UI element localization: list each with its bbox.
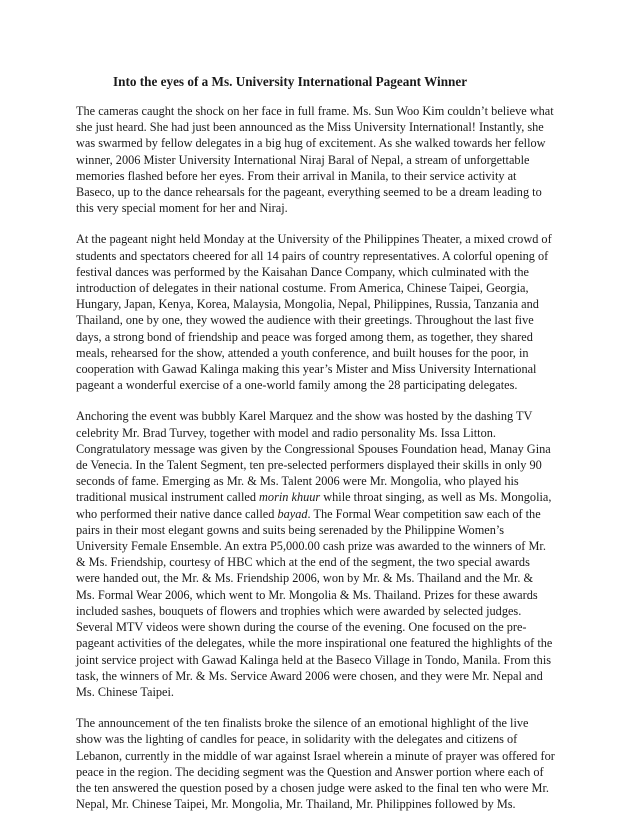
text-line: cooperation with Gawad Kalinga making this year’s Mister and Miss University International <box>76 362 537 377</box>
text-line: Baseco, up to the dance rehearsals for the pageant, everything seemed to be a dream leading to <box>76 185 542 200</box>
text-line: joint service project with Gawad Kalinga held at the Baseco Village in Tondo, Manila. From this <box>76 652 552 667</box>
text-line <box>76 489 566 505</box>
text-line: Anchoring the event was bubbly Karel Marquez and the show was hosted by the dashing TV <box>76 409 533 424</box>
text-line: Several MTV videos were shown during the course of the evening. One focused on the pre- <box>76 620 527 635</box>
text-line: students and spectators cheered for all 14 pairs of country representatives. A colorful opening of <box>76 248 549 263</box>
text-line: The announcement of the ten finalists broke the silence of an emotional highlight of the live <box>76 716 529 731</box>
text-line <box>76 506 566 522</box>
text-line: seconds of fame. Emerging as Mr. & Ms. Talent 2006 were Mr. Mongolia, who played his <box>76 474 519 489</box>
text-line: introduction of delegates in their national costume. From America, Chinese Taipei, Georgia, <box>76 281 529 296</box>
text-line: were handed out, the Mr. & Ms. Friendship 2006, won by Mr. & Ms. Thailand and the Mr. & <box>76 571 534 586</box>
text-line: Ms. Chinese Taipei. <box>76 684 174 699</box>
paragraph <box>76 231 566 393</box>
text-line: pageant activities of the delegates, while the more inspirational one featured the highlights of the <box>76 636 553 651</box>
paragraph <box>76 103 566 216</box>
text-line: At the pageant night held Monday at the University of the Philippines Theater, a mixed crowd of <box>76 232 552 247</box>
text-line: Thailand, one by one, they wowed the audience with their greetings. Throughout the last five <box>76 313 534 328</box>
text-segment: . The Formal Wear competition saw each of the <box>307 506 541 521</box>
text-line: de Venecia. In the Talent Segment, ten pre-selected performers displayed their skills in only 90 <box>76 458 542 473</box>
text-line: & Ms. Friendship, courtesy of HBC which at the end of the segment, the two special awards <box>76 555 530 570</box>
text-line: the ten answered the question posed by a chosen judge were asked to the final ten who were Mr. <box>76 780 549 795</box>
italic-term: bayad <box>277 506 308 521</box>
article-title: Into the eyes of a Ms. University International Pageant Winner <box>113 74 468 89</box>
text-line: The cameras caught the shock on her face in full frame. Ms. Sun Woo Kim couldn’t believe what <box>76 104 554 118</box>
text-line: show was the lighting of candles for peace, in solidarity with the delegates and citizens of <box>76 732 518 747</box>
text-line: pairs in their most elegant gowns and suits being serenaded by the Philippine Women’s <box>76 522 505 537</box>
text-line: celebrity Mr. Brad Turvey, together with model and radio personality Ms. Issa Litton. <box>76 425 496 440</box>
text-line: Hungary, Japan, Kenya, Korea, Malaysia, Mongolia, Nepal, Philippines, Russia, Tanzania and <box>76 297 539 312</box>
text-line: Ms. Formal Wear 2006, which went to Mr. Mongolia & Ms. Thailand. Prizes for these awards <box>76 587 538 602</box>
text-line: she just heard. She had just been announced as the Miss University International! Instantly, she <box>76 120 544 135</box>
text-line: was swarmed by fellow delegates in a big hug of excitement. As she walked towards her fellow <box>76 136 546 151</box>
article-body <box>76 103 566 812</box>
text-segment: while throat singing, as well as Ms. Mongolia, <box>320 490 552 505</box>
paragraph <box>76 408 566 700</box>
text-line: winner, 2006 Mister University International Niraj Baral of Nepal, a stream of unforgettable <box>76 152 530 167</box>
text-line: meals, rehearsed for the show, attended a youth conference, and built houses for the poor, in <box>76 345 529 360</box>
text-line: memories flashed before her eyes. From their arrival in Manila, to their service activity at <box>76 168 517 183</box>
text-line: festival dances was performed by the Kaisahan Dance Company, which culminated with the <box>76 264 530 279</box>
text-line: peace in the region. The deciding segment was the Question and Answer portion where each of <box>76 764 544 779</box>
text-line: task, the winners of Mr. & Ms. Service Award 2006 were chosen, and they were Mr. Nepal and <box>76 668 543 683</box>
text-line: Lebanon, currently in the middle of war against Israel wherein a minute of prayer was offered for <box>76 748 555 763</box>
text-line: pageant a wonderful exercise of a one-world family among the 28 participating delegates. <box>76 378 518 393</box>
text-segment: who performed their native dance called <box>76 506 278 521</box>
text-line: Congratulatory message was given by the Congressional Spouses Foundation head, Manay Gina <box>76 441 551 456</box>
italic-term: morin khuur <box>259 490 321 505</box>
text-line: Nepal, Mr. Chinese Taipei, Mr. Mongolia, Mr. Thailand, Mr. Philippines followed by Ms. <box>76 797 516 812</box>
text-line: this very special moment for her and Niraj. <box>76 201 288 216</box>
text-line: University Female Ensemble. An extra P5,000.00 cash prize was awarded to the winners of Mr. <box>76 539 546 554</box>
text-line: days, a strong bond of friendship and peace was forged among them, as together, they shared <box>76 329 533 344</box>
text-segment: traditional musical instrument called <box>76 490 260 505</box>
text-line: included sashes, bouquets of flowers and trophies which were awarded by selected judges. <box>76 603 522 618</box>
paragraph <box>76 715 566 812</box>
